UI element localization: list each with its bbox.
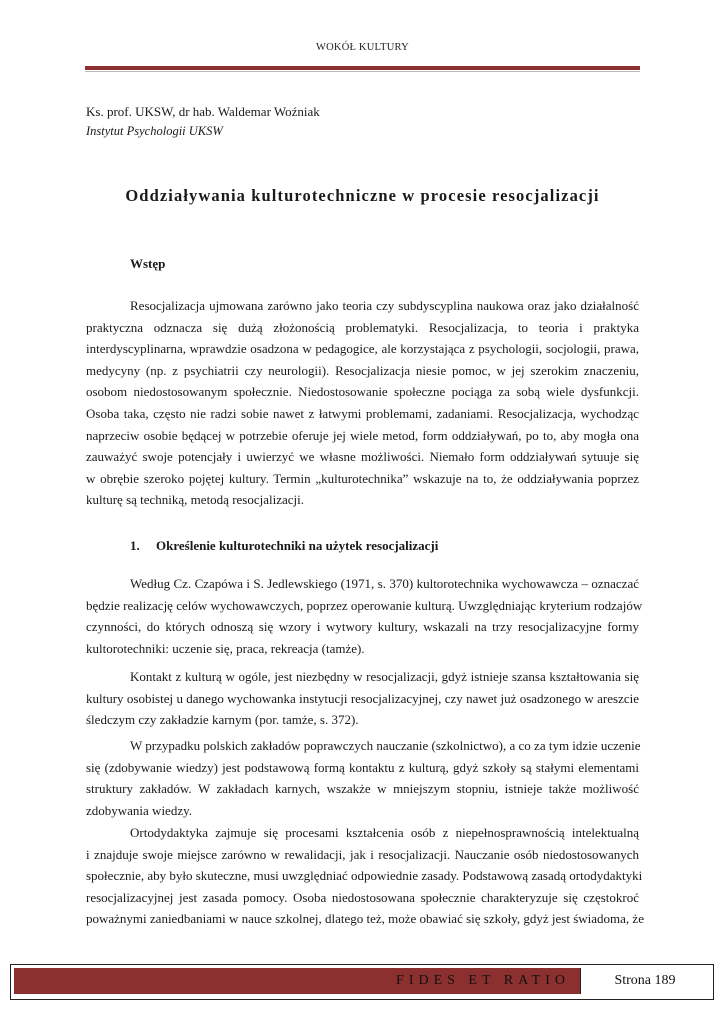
text-line: Resocjalizacja ujmowana zarówno jako teoria czy subdyscyplina naukowa oraz jako działalność xyxy=(130,298,639,313)
text-line: Kontakt z kulturą w ogóle, jest niezbędny w resocjalizacji, gdyż istnieje szansa kształtowania się xyxy=(130,669,639,684)
text-line: Według Cz. Czapówa i S. Jedlewskiego (1971, s. 370) kultorotechnika wychowawcza – oznaczać xyxy=(130,576,639,591)
text-line: poważnymi zaniedbaniami w nauce szkolnej, dlatego też, może obawiać się szkoły, gdyż jest świadoma, że xyxy=(86,911,644,927)
text-line: resocjalizacyjnej jest zasada pomocy. Osoba niedostosowana społecznie charakteryzuje się częstokroć xyxy=(86,889,639,905)
text-line: zauważyć swoje potencjały i uwierzyć we własne możliwości. Niemało form oddziaływań sytuuje się xyxy=(86,449,639,465)
text-line: Ortodydaktyka zajmuje się procesami kształcenia osób z niepełnosprawnością intelektualną xyxy=(130,825,639,840)
text-line: Osoba taka, często nie radzi sobie nawet z łatwymi problemami, zadaniami. Resocjalizacja, wychodząc xyxy=(86,405,639,421)
section-number: 1. xyxy=(130,538,140,553)
text-line: śledczym czy zakładzie karnym (por. tamże, s. 372). xyxy=(86,712,359,728)
text-line: praktyczna odznacza się dużą złożonością problematyki. Resocjalizacja, to teoria i praktyka xyxy=(86,319,639,335)
text-line: czynności, do których odnoszą się wzory i wytwory kultury, wskazali na trzy resocjalizacyjne formy xyxy=(86,619,639,635)
text-line: struktury zakładów. W zakładach karnych, wszakże w mniejszym stopniu, istnieje także możliwość xyxy=(86,781,639,797)
section-1-paragraph-3 xyxy=(86,735,639,821)
text-line: interdyscyplinarna, wprawdzie osadzona w pedagogice, ale korzystająca z psychologii, socjologii, prawa, xyxy=(86,341,639,357)
text-line: i znajduje swoje miejsce zarówno w rewalidacji, jak i resocjalizacji. Nauczanie osób niedostosowanych xyxy=(86,846,639,862)
section-title: Określenie kulturotechniki na użytek resocjalizacji xyxy=(156,538,439,553)
author-name: Ks. prof. UKSW, dr hab. Waldemar Woźniak xyxy=(86,104,320,119)
text-line: się (zdobywanie wiedzy) jest podstawową formą kontaktu z kulturą, gdyż szkoły są stałymi elementami xyxy=(86,759,639,775)
intro-heading: Wstęp xyxy=(130,256,166,271)
section-1-paragraph-1 xyxy=(86,573,643,659)
footer-bar xyxy=(14,968,580,994)
text-line: zdobywania wiedzy. xyxy=(86,802,193,818)
section-1-paragraph-4 xyxy=(86,822,644,930)
text-line: medycyny (np. z psychiatrii czy neurologii). Resocjalizacja niesie pomoc, w jej szerokim znaczeniu, xyxy=(86,362,639,378)
text-line: kultury osobistej u danego wychowanka instytucji resocjalizacyjnej, czy nawet już osadzonego w areszcie xyxy=(86,690,639,706)
text-line: kultorotechniki: uczenie się, praca, rekreacja (tamże). xyxy=(86,640,365,656)
section-1-heading xyxy=(130,538,438,554)
text-line: społecznie, aby było skuteczne, musi uwzględniać odpowiednie zasady. Podstawową zasadą ortodydaktyki xyxy=(86,868,643,884)
author-institute: Instytut Psychologii UKSW xyxy=(86,124,223,138)
section-1-paragraph-2 xyxy=(86,666,639,731)
footer-motto: FIDES ET RATIO xyxy=(396,973,570,988)
intro-paragraph xyxy=(86,295,639,511)
page-number: Strona 189 xyxy=(580,968,709,994)
text-line: w obrębie szeroko pojętej kultury. Termin „kulturotechnika” wskazuje na to, że oddziaływania poprzez xyxy=(86,470,639,486)
text-line: osobom niedostosowanym społecznie. Niedostosowanie społeczne pociąga za sobą wiele dysfunkcji. xyxy=(86,384,639,400)
header-rule-thin xyxy=(85,71,640,72)
running-header: WOKÓŁ KULTURY xyxy=(316,42,409,53)
text-line: będzie realizację celów wychowawczych, poprzez operowanie kulturą. Uwzględniając kryterium rodzajów xyxy=(86,597,643,613)
text-line: W przypadku polskich zakładów poprawczych nauczanie (szkolnictwo), a co za tym idzie uczenie xyxy=(130,738,641,753)
header-rule xyxy=(85,66,640,70)
text-line: kulturę są techniką, metodą resocjalizacji. xyxy=(86,492,305,508)
text-line: naprzeciw osobie będącej w potrzebie oferuje jej wiele metod, form oddziaływań, po to, aby mogła ona xyxy=(86,427,639,443)
article-title: Oddziaływania kulturotechniczne w procesie resocjalizacji xyxy=(125,186,600,205)
